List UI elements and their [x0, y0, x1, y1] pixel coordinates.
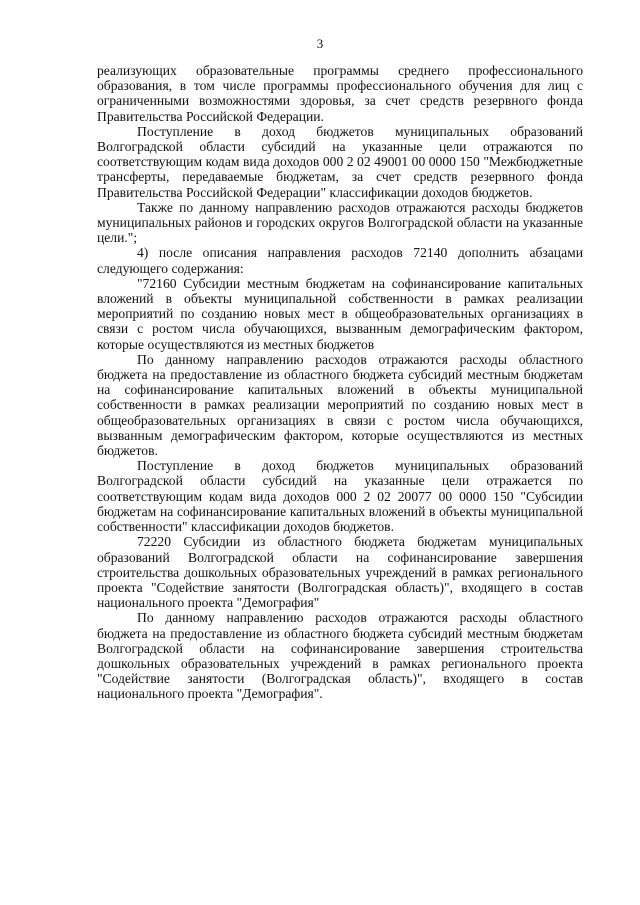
paragraph: Также по данному направлению расходов отражаются расходы бюджетов муниципальных районов и городских округов Волгоградской области на указанные цели.";: [97, 199, 583, 246]
paragraph: Поступление в доход бюджетов муниципальных образований Волгоградской области субсидий на указанные цели отражаются по соответствующим кодам вида доходов 000 2 02 49001 00 0000 150 "Межбюджетные трансферты, передаваемые бюджетам, за счет средств резервного фонда Правительства Российской Федерации" классификации доходов бюджетов.: [97, 123, 583, 200]
paragraph: По данному направлению расходов отражаются расходы областного бюджета на предоставление из областного бюджета субсидий местным бюджетам на софинансирование капитальных вложений в объекты муниципальной собственности в рамках реализации мероприятий по созданию новых мест в общеобразовательных организациях в связи с ростом числа обучающихся, вызванным демографическим фактором, которые осуществляются из местных бюджетов.: [97, 351, 583, 459]
paragraph: "72160 Субсидии местным бюджетам на софинансирование капитальных вложений в объекты муниципальной собственности в рамках реализации мероприятий по созданию новых мест в общеобразовательных организациях в связи с ростом числа обучающихся, вызванным демографическим фактором, которые осуществляются из местных бюджетов: [97, 275, 583, 352]
paragraph: реализующих образовательные программы среднего профессионального образования, в том числе программы профессионального обучения для лиц с ограниченными возможностями здоровья, за счет средств резервного фонда Правительства Российской Федерации.: [97, 63, 583, 124]
paragraph: По данному направлению расходов отражаются расходы областного бюджета на предоставление из областного бюджета субсидий местным бюджетам Волгоградской области на софинансирование завершения строительства дошкольных образовательных учреждений в рамках регионального проекта "Содействие занятости (Волгоградская область)", входящего в состав национального проекта "Демография".: [97, 610, 583, 702]
page-number: 3: [316, 36, 324, 51]
paragraph: Поступление в доход бюджетов муниципальных образований Волгоградской области субсидий на указанные цели отражается по соответствующим кодам вида доходов 000 2 02 20077 00 0000 150 "Субсидии бюджетам на софинансирование капитальных вложений в объекты муниципальной собственности" классификации доходов бюджетов.: [97, 458, 583, 535]
paragraph: 72220 Субсидии из областного бюджета бюджетам муниципальных образований Волгоградской области на софинансирование завершения строительства дошкольных образовательных учреждений в рамках регионального проекта "Содействие занятости (Волгоградская область)", входящего в состав национального проекта "Демография": [97, 534, 583, 611]
paragraph: 4) после описания направления расходов 72140 дополнить абзацами следующего содержания:: [97, 245, 583, 276]
document-body: [97, 63, 583, 702]
